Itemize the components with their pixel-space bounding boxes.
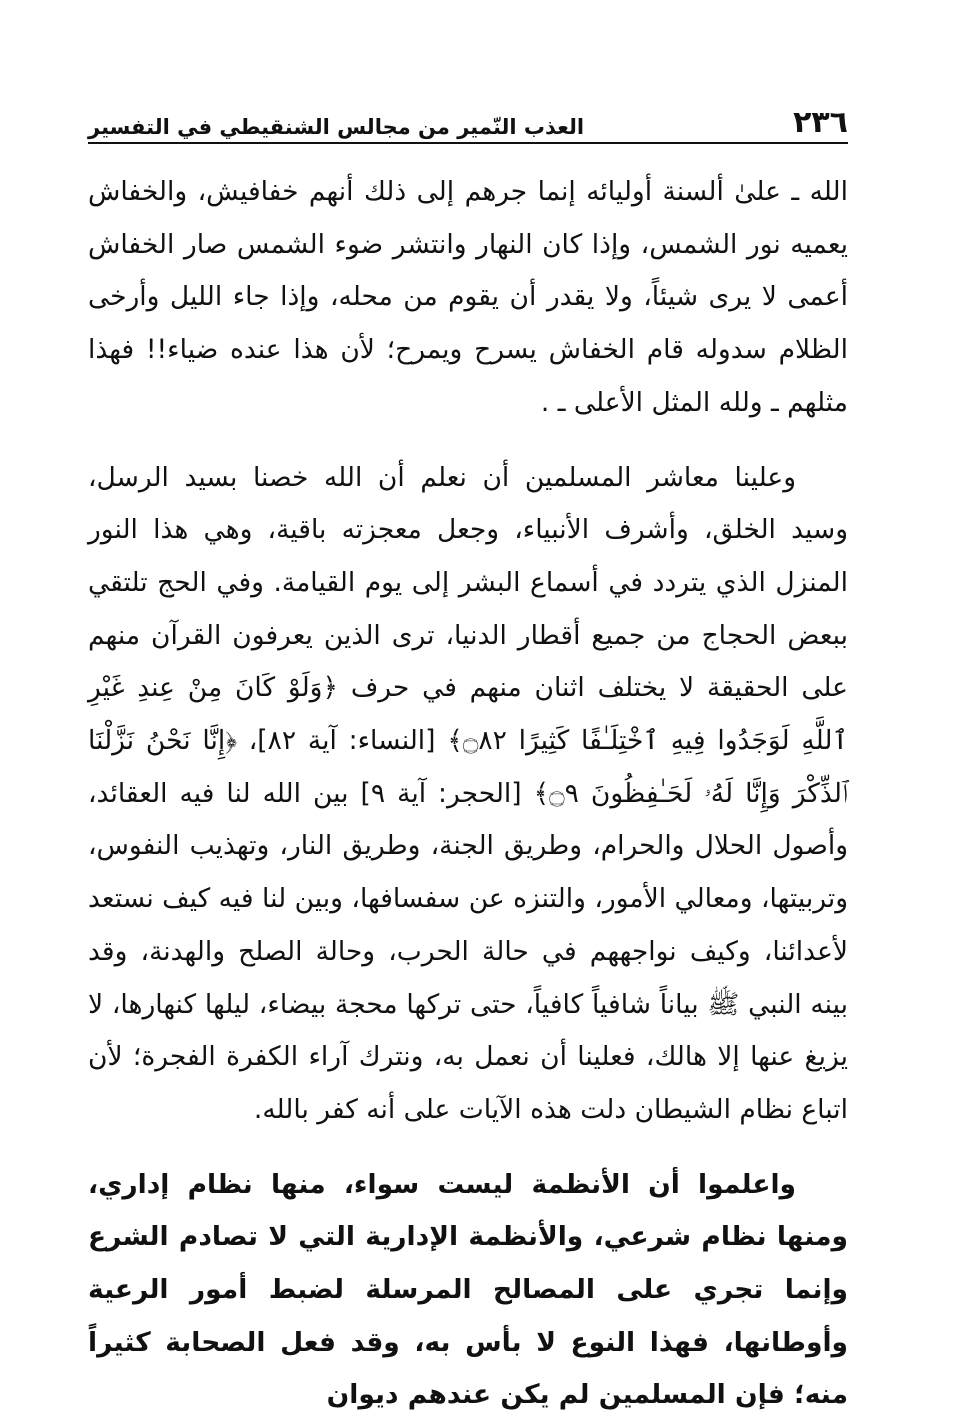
paragraph-1 bbox=[88, 166, 848, 430]
verse-1-citation: [النساء: آية ٨٢]، bbox=[248, 725, 436, 757]
body-text bbox=[88, 166, 848, 1422]
running-header bbox=[88, 90, 848, 144]
quran-verse-1: ﴿وَلَوْ كَانَ مِنْ عِندِ غَيْرِ ٱللَّهِ لَوَجَدُوا فِيهِ ٱخْتِلَـٰفًا كَثِيرًا ۝٨٢﴾ bbox=[88, 672, 848, 757]
paragraph-3-text: واعلموا أن الأنظمة ليست سواء، منها نظام إداري، ومنها نظام شرعي، والأنظمة الإدارية التي لا تصادم الشرع وإنما تجري على المصالح المرسلة لضبط أمور الرعية وأوطانها، فهذا النوع لا بأس به، وقد فعل الصحابة كثيراً منه؛ فإن المسلمين لم يكن عندهم ديوان bbox=[88, 1168, 848, 1411]
running-title: العذب النّمير من مجالس الشنقيطي في التفسير bbox=[88, 115, 585, 139]
paragraph-2-text-after-verse: [الحجر: آية ٩] بين الله لنا فيه العقائد، وأصول الحلال والحرام، وطريق الجنة، وطريق النار، وتهذيب النفوس، وتربيتها، ومعالي الأمور، والتنزه عن سفسافها، وبين لنا فيه كيف نستعد لأعدائنا، وكيف نواجههم في حالة الحرب، وحالة الصلح والهدنة، وقد بينه النبي ﷺ بياناً شافياً كافياً، حتى تركها محجة بيضاء، ليلها كنهارها، لا يزيغ عنها إلا هالك، فعلينا أن نعمل به، ونترك آراء الكفرة الفجرة؛ لأن اتباع نظام الشيطان دلت هذه الآيات على أنه كفر بالله. bbox=[88, 777, 848, 1125]
paragraph-1-text: الله ـ علىٰ ألسنة أوليائه إنما جرهم إلى ذلك أنهم خفافيش، والخفاش يعميه نور الشمس، وإذا كان النهار وانتشر ضوء الشمس صار الخفاش أعمى لا يرى شيئاً، ولا يقدر أن يقوم من محله، وإذا جاء الليل وأرخى الظلام سدوله قام الخفاش يسرح ويمرح؛ لأن هذا عنده ضياء!! فهذا مثلهم ـ ولله المثل الأعلى ـ . bbox=[88, 176, 848, 418]
book-page bbox=[88, 90, 848, 1422]
paragraph-2-text-before-verse: وعلينا معاشر المسلمين أن نعلم أن الله خصنا بسيد الرسل، وسيد الخلق، وأشرف الأنبياء، وجعل معجزته باقية، وهي هذا النور المنزل الذي يتردد في أسماع البشر إلى يوم القيامة. وفي الحج تلتقي ببعض الحجاج من جميع أقطار الدنيا، ترى الذين يعرفون القرآن منهم على الحقيقة لا يختلف اثنان منهم في حرف bbox=[88, 461, 848, 704]
quran-verse-2: ﴿إِنَّا نَحْنُ نَزَّلْنَا ٱلذِّكْرَ وَإِنَّا لَهُۥ لَحَـٰفِظُونَ ۝٩﴾ bbox=[88, 725, 848, 809]
paragraph-2 bbox=[88, 452, 848, 1137]
page-number: ٢٣٦ bbox=[793, 105, 848, 140]
paragraph-3 bbox=[88, 1159, 848, 1422]
